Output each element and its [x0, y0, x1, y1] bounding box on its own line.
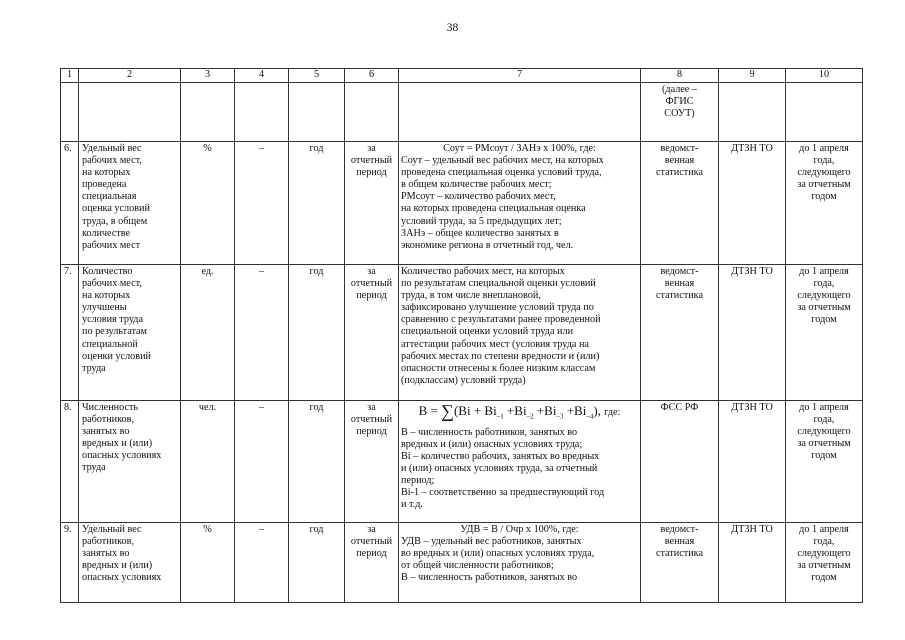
indicator-rows [61, 142, 863, 603]
deadline: до 1 апреля года, следующего за отчетным годом [786, 401, 863, 523]
unit: чел. [181, 401, 235, 523]
col-header: 9 [719, 69, 786, 83]
periodicity: год [289, 523, 345, 603]
col-header: 6 [345, 69, 399, 83]
calculation-method: УДВ = В / Очр х 100%, где: УДВ – удельный вес работников, занятых во вредных и (или) опасных условиях труда, от общей численности работников; В – численность работников, занятых во [399, 523, 641, 603]
calculation-method: $B = \sum(Bi + Bi_{-1} +Bi_{-2} +Bi_{-3} +Bi_{-4})$, где: В – численность работников, занятых во вредных и (или) опасных условиях труда; Вi – количество рабочих, занятых во вредных и (или) опасных условиях труда, за отчетный период; Вi-1 – соответственно за предшествующий год и т.д. [399, 401, 641, 523]
reporting-period: за отчетный период [345, 401, 399, 523]
table-row [61, 265, 863, 401]
col-header: 2 [79, 69, 181, 83]
unit: % [181, 523, 235, 603]
indicator-name: Численность работников, занятых во вредных и (или) опасных условиях труда [79, 401, 181, 523]
periodicity: год [289, 401, 345, 523]
data-source: ведомст- венная статистика [641, 142, 719, 265]
responsible: ДТЗН ТО [719, 401, 786, 523]
reporting-period: за отчетный период [345, 265, 399, 401]
table-row [61, 523, 863, 603]
unit: ед. [181, 265, 235, 401]
periodicity: год [289, 265, 345, 401]
continuation-row [61, 83, 863, 142]
formula: Соут = РМсоут / ЗАНэ х 100%, где: [443, 143, 596, 154]
col4-value: – [235, 142, 289, 265]
reporting-period: за отчетный период [345, 523, 399, 603]
data-source: ведомст- венная статистика [641, 265, 719, 401]
unit: % [181, 142, 235, 265]
row-number: 6. [61, 142, 79, 265]
formula: $B = \sum(Bi + Bi_{-1} +Bi_{-2} +Bi_{-3} +Bi_{-4})$, где: [418, 401, 621, 421]
responsible: ДТЗН ТО [719, 265, 786, 401]
reporting-period: за отчетный период [345, 142, 399, 265]
col4-value: – [235, 265, 289, 401]
indicator-name: Удельный вес работников, занятых во вредных и (или) опасных условиях [79, 523, 181, 603]
col-header: 8 [641, 69, 719, 83]
col-header: 3 [181, 69, 235, 83]
indicator-name: Удельный вес рабочих мест, на которых проведена специальная оценка условий труда, в общем количестве рабочих мест [79, 142, 181, 265]
table-row [61, 142, 863, 265]
data-source: ФСС РФ [641, 401, 719, 523]
table-row [61, 401, 863, 523]
column-number-row [61, 69, 863, 83]
col-header: 5 [289, 69, 345, 83]
periodicity: год [289, 142, 345, 265]
page-number: 38 [446, 22, 459, 34]
calculation-method: Соут = РМсоут / ЗАНэ х 100%, где: Соут – удельный вес рабочих мест, на которых проведена специальная оценка условий труда, в общем количестве рабочих мест; РМсоут – количество рабочих мест, на которых проведена специальная оценка условий труда, за 5 предыдущих лет; ЗАНэ – общее количество занятых в экономике региона в отчетный год, чел. [399, 142, 641, 265]
deadline: до 1 апреля года, следующего за отчетным годом [786, 142, 863, 265]
col-header: 4 [235, 69, 289, 83]
row-number: 7. [61, 265, 79, 401]
deadline: до 1 апреля года, следующего за отчетным годом [786, 265, 863, 401]
row-number: 9. [61, 523, 79, 603]
col-header: 7 [399, 69, 641, 83]
data-source: ведомст- венная статистика [641, 523, 719, 603]
col4-value: – [235, 523, 289, 603]
indicator-name: Количество рабочих мест, на которых улучшены условия труда по результатам специальной оценки условий труда [79, 265, 181, 401]
col-header: 1 [61, 69, 79, 83]
formula: УДВ = В / Очр х 100%, где: [460, 524, 579, 535]
responsible: ДТЗН ТО [719, 523, 786, 603]
indicators-table [60, 68, 863, 603]
col4-value: – [235, 401, 289, 523]
calculation-method: Количество рабочих мест, на которых по результатам специальной оценки условий труда, в том числе внеплановой, зафиксировано улучшение условий труда по сравнению с результатами ранее проведенной специальной оценки условий труда или аттестации рабочих мест (условия труда на рабочих местах по степени вредности и (или) опасности отнесены к более низким классам (подклассам) условий труда) [399, 265, 641, 401]
col-header: 10 [786, 69, 863, 83]
responsible: ДТЗН ТО [719, 142, 786, 265]
source-continuation: (далее – ФГИС СОУТ) [641, 83, 719, 142]
deadline: до 1 апреля года, следующего за отчетным годом [786, 523, 863, 603]
row-number: 8. [61, 401, 79, 523]
